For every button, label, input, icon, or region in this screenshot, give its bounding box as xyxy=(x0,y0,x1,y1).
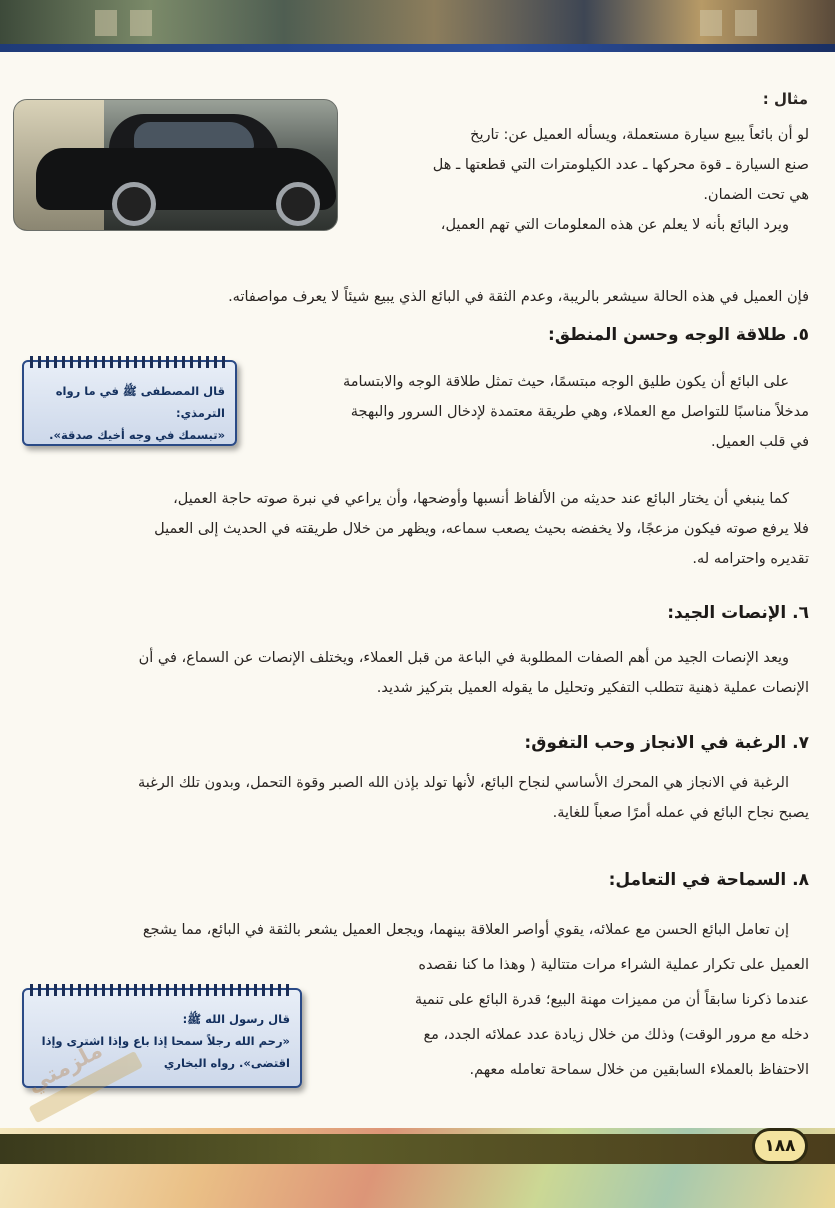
text-line: صنع السيارة ـ قوة محركها ـ عدد الكيلومترات التي قطعتها ـ هل xyxy=(432,157,809,173)
car-image xyxy=(13,99,338,231)
page-number: ١٨٨ xyxy=(752,1128,808,1164)
example-conclusion xyxy=(19,282,809,312)
example-paragraph xyxy=(359,120,809,240)
text-line: ويرد البائع بأنه لا يعلم عن هذه المعلومات التي تهم العميل، xyxy=(440,217,789,233)
quote-line: «تبسمك في وجه أخيك صدقة». xyxy=(49,428,225,442)
text-line: لو أن بائعاً يبيع سيارة مستعملة، ويسأله العميل عن: تاريخ xyxy=(470,127,809,143)
quote-line: قال رسول الله ﷺ: xyxy=(182,1012,290,1026)
spiral-binding xyxy=(30,984,294,996)
quote-line: قال المصطفى ﷺ في ما رواه الترمذي: xyxy=(55,384,225,420)
spiral-binding xyxy=(30,356,229,368)
text-line: الرغبة في الانجاز هي المحرك الأساسي لنجاح البائع، لأنها تولد بإذن الله الصبر وقوة التحمل، وبدون تلك الرغبة xyxy=(138,775,789,791)
section8-paragraph-narrow xyxy=(309,950,809,1085)
text-line: في قلب العميل. xyxy=(711,434,809,450)
section-heading-5: ٥. طلاقة الوجه وحسن المنطق: xyxy=(548,325,809,345)
text-line: على البائع أن يكون طليق الوجه مبتسمًا، حيث تمثل طلاقة الوجه والابتسامة xyxy=(342,374,789,390)
quote-line: اقتضى». رواه البخاري xyxy=(163,1056,290,1070)
header-rule xyxy=(0,44,835,52)
text-line: ويعد الإنصات الجيد من أهم الصفات المطلوبة في الباعة من قبل العملاء، ويختلف الإنصات عن السماع، في أن xyxy=(138,650,789,666)
section-heading-6: ٦. الإنصات الجيد: xyxy=(667,603,809,623)
text-line: العميل على تكرار عملية الشراء مرات متتالية ( وهذا ما كنا نقصده xyxy=(418,957,809,973)
header-photo-banner xyxy=(0,0,835,44)
text-line: تقديره واحترامه له. xyxy=(692,551,809,567)
watermark-text: ملزمتي xyxy=(23,1037,107,1099)
section8-paragraph-full xyxy=(19,915,809,945)
section-heading-8: ٨. السماحة في التعامل: xyxy=(608,870,809,890)
text-line: فلا يرفع صوته فيكون مزعجًا، ولا يخفضه بحيث يصعب سماعه، ويظهر من خلال طريقته في الحديث إلى العميل xyxy=(154,521,809,537)
text-line: هي تحت الضمان. xyxy=(703,187,809,203)
section7-paragraph xyxy=(19,768,809,828)
text-line: الإنصات عملية ذهنية تتطلب التفكير وتحليل ما يقوله العميل بتركيز شديد. xyxy=(376,680,809,696)
text-line: عندما ذكرنا سابقاً أن من مميزات مهنة البيع؛ قدرة البائع على تنمية xyxy=(414,992,809,1008)
quote-box-smile xyxy=(22,360,237,446)
text-line: الاحتفاظ بالعملاء السابقين من خلال سماحة تعامله معهم. xyxy=(469,1062,809,1078)
section6-paragraph xyxy=(19,643,809,703)
footer-bar xyxy=(0,1134,835,1164)
text-line: كما ينبغي أن يختار البائع عند حديثه من الألفاظ أنسبها وأوضحها، وأن يراعي في نبرة صوته حاجة العميل، xyxy=(173,491,789,507)
text-line: فإن العميل في هذه الحالة سيشعر بالريبة، وعدم الثقة في البائع الذي يبيع شيئاً لا يعرف مواصفاته. xyxy=(228,289,809,305)
text-line: إن تعامل البائع الحسن مع عملائه، يقوي أواصر العلاقة بينهما، ويجعل العميل يشعر بالثقة في البائع، مما يشجع xyxy=(142,922,789,938)
section-heading-7: ٧. الرغبة في الانجاز وحب التفوق: xyxy=(524,733,809,753)
section5-paragraph-2 xyxy=(19,484,809,574)
quote-line: «رحم الله رجلاً سمحا إذا باع وإذا اشترى وإذا xyxy=(41,1034,290,1048)
text-line: دخله مع مرور الوقت) وذلك من خلال زيادة عدد عملائه الجدد، مع xyxy=(423,1027,809,1043)
section5-paragraph-1 xyxy=(269,367,809,457)
example-label: مثال : xyxy=(762,90,808,108)
text-line: مدخلاً مناسبًا للتواصل مع العملاء، وهي طريقة معتمدة لإدخال السرور والبهجة xyxy=(350,404,809,420)
text-line: يصبح نجاح البائع في عمله أمرًا صعباً للغاية. xyxy=(552,805,809,821)
